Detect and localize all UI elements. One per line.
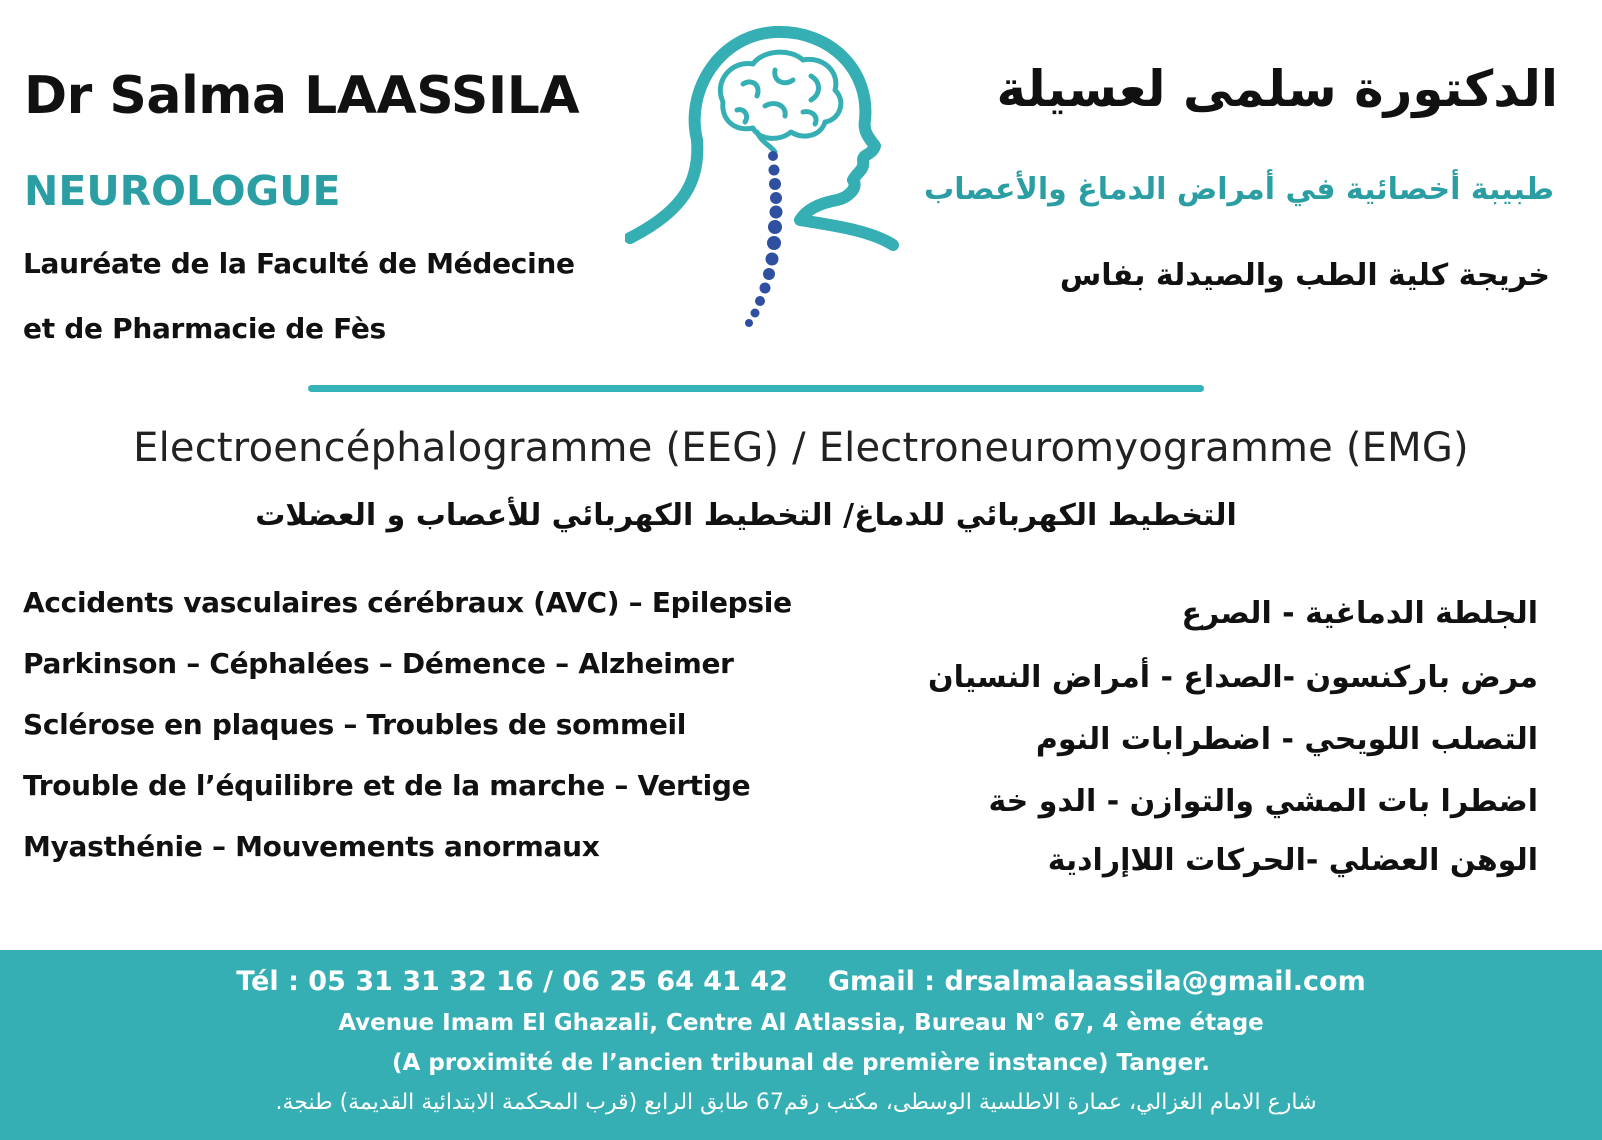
- specialty-title-ar: طبيبة أخصائية في أمراض الدماغ والأعصاب: [924, 172, 1554, 207]
- contact-footer: [0, 950, 1602, 1140]
- graduation-ar: خريجة كلية الطب والصيدلة بفاس: [1059, 258, 1550, 293]
- phone-numbers: Tél : 05 31 31 32 16 / 06 25 64 41 42: [236, 966, 788, 997]
- address-ar: شارع الامام الغزالي، عمارة الاطلسية الوسطى، مكتب رقم67 طابق الرابع (قرب المحكمة الابتدائية القديمة) طنجة.: [275, 1090, 1317, 1115]
- address-line1: Avenue Imam El Ghazali, Centre Al Atlassia, Bureau N° 67, 4 ème étage: [338, 1010, 1264, 1036]
- doctor-name-ar: الدكتورة سلمى لعسيلة: [996, 60, 1558, 118]
- pathology-fr-item: Sclérose en plaques – Troubles de sommeil: [23, 708, 687, 741]
- pathology-fr-item: Accidents vasculaires cérébraux (AVC) – Epilepsie: [23, 586, 792, 619]
- pathology-ar-item: الوهن العضلي -الحركات اللاإرادية: [1047, 843, 1538, 878]
- graduation-fr-line1: Lauréate de la Faculté de Médecine: [23, 247, 575, 280]
- specialty-title-fr: NEUROLOGUE: [24, 167, 341, 215]
- pathology-fr-item: Parkinson – Céphalées – Démence – Alzheimer: [23, 647, 734, 680]
- graduation-fr-line2: et de Pharmacie de Fès: [23, 312, 386, 345]
- exams-ar: التخطيط الكهربائي للدماغ/ التخطيط الكهربائي للأعصاب و العضلات: [255, 498, 1237, 533]
- pathology-ar-item: الجلطة الدماغية - الصرع: [1181, 596, 1538, 631]
- pathology-ar-item: مرض باركنسون -الصداع - أمراض النسيان: [928, 660, 1538, 695]
- brain-head-spine-icon: [625, 20, 915, 340]
- exams-fr: Electroencéphalogramme (EEG) / Electroneuromyogramme (EMG): [133, 425, 1469, 471]
- address-line2: (A proximité de l’ancien tribunal de première instance) Tanger.: [392, 1050, 1210, 1076]
- pathology-fr-item: Trouble de l’équilibre et de la marche – Vertige: [23, 769, 751, 802]
- email-address[interactable]: Gmail : drsalmalaassila@gmail.com: [827, 966, 1366, 997]
- pathology-ar-item: التصلب اللويحي - اضطرابات النوم: [1035, 722, 1538, 757]
- pathology-fr-item: Myasthénie – Mouvements anormaux: [23, 830, 600, 863]
- doctor-name-fr: Dr Salma LAASSILA: [24, 66, 580, 126]
- contact-line: [0, 966, 1602, 997]
- section-divider: [308, 385, 1204, 392]
- pathology-ar-item: اضطرا بات المشي والتوازن - الدو خة: [988, 784, 1538, 819]
